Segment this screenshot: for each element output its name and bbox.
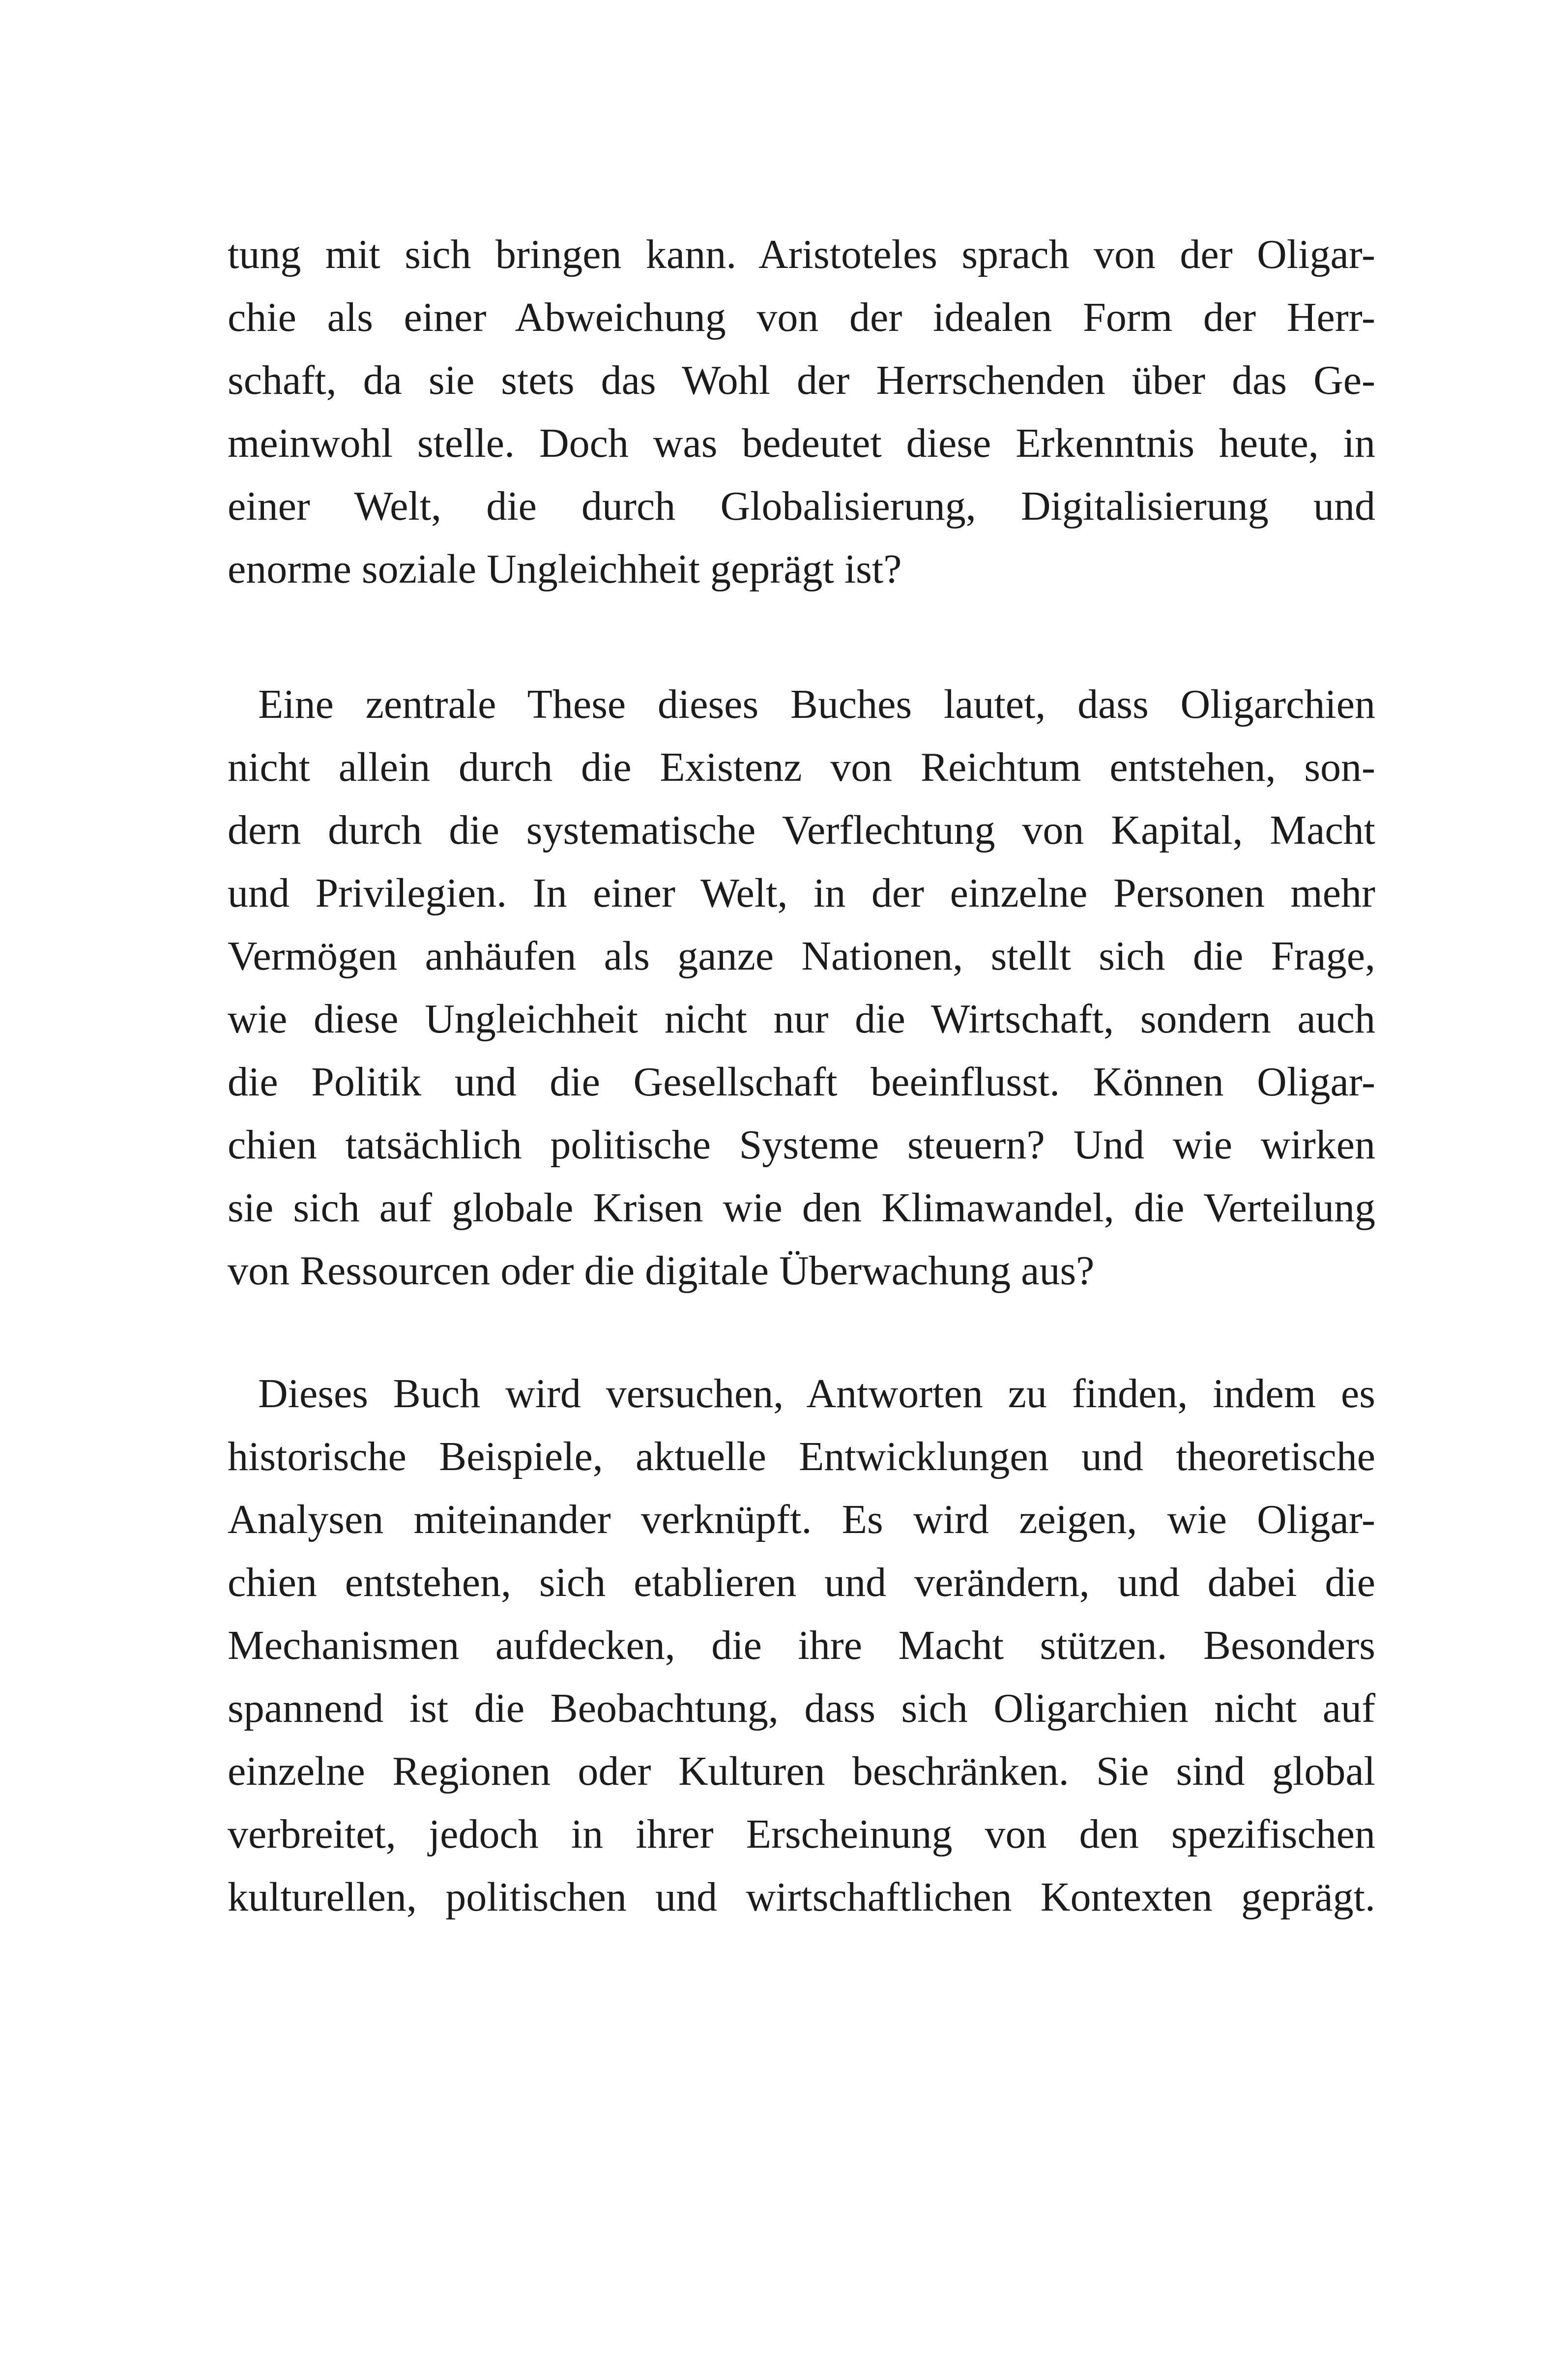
paragraph-line: Vermögen anhäufen als ganze Nationen, stellt sich die Frage, [228,933,1375,979]
paragraph-line: Analysen miteinander verknüpft. Es wird zeigen, wie Oligar- [228,1497,1375,1542]
paragraph-line: spannend ist die Beobachtung, dass sich Oligarchien nicht auf [228,1685,1375,1731]
paragraph-line: und Privilegien. In einer Welt, in der einzelne Personen mehr [228,870,1375,916]
paragraph-line: Eine zentrale These dieses Buches lautet, dass Oligarchien [258,681,1375,727]
paragraph-line: schaft, da sie stets das Wohl der Herrschenden über das Ge- [228,357,1375,403]
paragraph-line: dern durch die systematische Verflechtung von Kapital, Macht [228,807,1375,853]
paragraph-line: meinwohl stelle. Doch was bedeutet diese Erkenntnis heute, in [228,420,1375,466]
paragraph-line: Dieses Buch wird versuchen, Antworten zu finden, indem es [258,1371,1375,1416]
paragraph-line: chien tatsächlich politische Systeme steuern? Und wie wirken [228,1122,1375,1168]
paragraph-line: Mechanismen aufdecken, die ihre Macht stützen. Besonders [228,1622,1375,1668]
paragraph-line: chien entstehen, sich etablieren und verändern, und dabei die [228,1560,1375,1605]
paragraph-line: tung mit sich bringen kann. Aristoteles sprach von der Oligar- [228,232,1375,277]
paragraph-line: wie diese Ungleichheit nicht nur die Wirtschaft, sondern auch [228,996,1375,1042]
paragraph-2 [228,673,1375,1302]
paragraph-line: einer Welt, die durch Globalisierung, Digitalisierung und [228,483,1375,529]
paragraph-line: enorme soziale Ungleichheit geprägt ist? [228,546,902,592]
paragraph-line: einzelne Regionen oder Kulturen beschränken. Sie sind global [228,1748,1375,1794]
paragraph-line: nicht allein durch die Existenz von Reichtum entstehen, son- [228,744,1375,790]
paragraph-1 [228,223,1375,601]
paragraph-line: von Ressourcen oder die digitale Überwachung aus? [228,1248,1095,1294]
paragraph-line: chie als einer Abweichung von der idealen Form der Herr- [228,295,1375,340]
paragraph-line: die Politik und die Gesellschaft beeinflusst. Können Oligar- [228,1059,1375,1105]
paragraph-line: sie sich auf globale Krisen wie den Klimawandel, die Verteilung [228,1185,1375,1231]
paragraph-3 [228,1362,1375,1929]
paragraph-line: verbreitet, jedoch in ihrer Erscheinung von den spezifischen [228,1811,1375,1857]
paragraph-line: kulturellen, politischen und wirtschaftlichen Kontexten geprägt. [228,1874,1375,1920]
paragraph-line: historische Beispiele, aktuelle Entwicklungen und theoretische [228,1434,1375,1479]
